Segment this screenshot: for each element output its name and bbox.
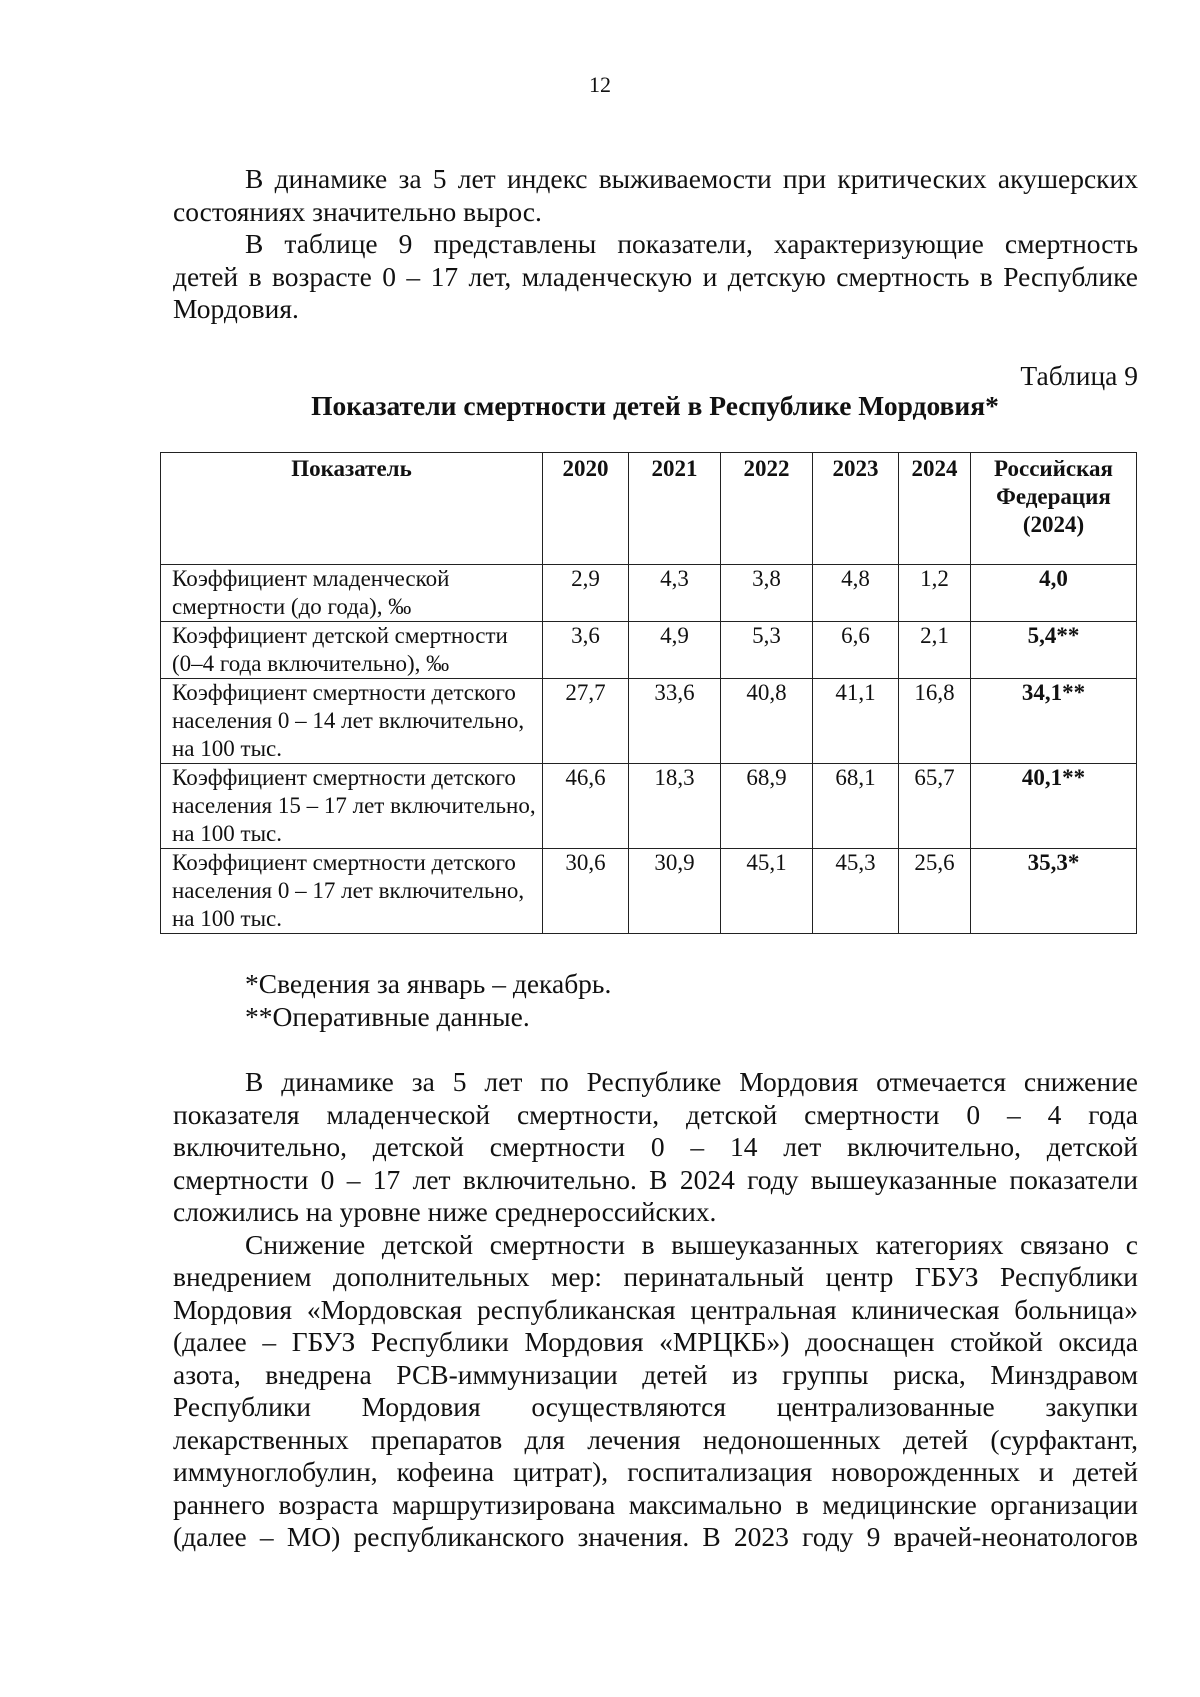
table-caption: Таблица 9 [1020, 360, 1138, 391]
table-row [161, 679, 1137, 764]
header-year: 2020 [543, 453, 629, 565]
table-title: Показатели смертности детей в Республике Мордовия* [311, 390, 999, 421]
cell-value: 4,8 [813, 565, 899, 622]
body-line: Мордовия «Мордовская республиканская центральная клиническая больница» [173, 1293, 1138, 1325]
cell-value: 30,6 [543, 849, 629, 934]
cell-value: 1,2 [899, 565, 971, 622]
cell-value: 41,1 [813, 679, 899, 764]
cell-rf-value: 34,1** [971, 679, 1137, 764]
cell-value: 33,6 [629, 679, 721, 764]
header-russian-federation: Российская Федерация (2024) [971, 453, 1137, 565]
body-line: смертности 0 – 17 лет включительно. В 2024 году вышеуказанные показатели [173, 1163, 1138, 1195]
header-year: 2024 [899, 453, 971, 565]
cell-value: 30,9 [629, 849, 721, 934]
table-row [161, 764, 1137, 849]
row-label: Коэффициент детской смертности (0–4 года включительно), ‰ [161, 622, 543, 679]
cell-value: 16,8 [899, 679, 971, 764]
table-row [161, 849, 1137, 934]
cell-value: 45,3 [813, 849, 899, 934]
cell-rf-value: 40,1** [971, 764, 1137, 849]
intro-line: Мордовия. [173, 293, 299, 324]
table-header-row [161, 453, 1137, 565]
cell-value: 18,3 [629, 764, 721, 849]
intro-line: В таблице 9 представлены показатели, характеризующие смертность [245, 228, 1138, 259]
cell-value: 2,9 [543, 565, 629, 622]
footnote: *Сведения за январь – декабрь. [245, 968, 612, 999]
cell-value: 46,6 [543, 764, 629, 849]
body-line: Республики Мордовия осуществляются централизованные закупки [173, 1391, 1138, 1422]
row-label: Коэффициент смертности детского населения 0 – 17 лет включительно, на 100 тыс. [161, 849, 543, 934]
body-line: показателя младенческой смертности, детской смертности 0 – 4 года [173, 1098, 1138, 1130]
header-year: 2023 [813, 453, 899, 565]
cell-rf-value: 5,4** [971, 622, 1137, 679]
cell-value: 68,9 [721, 764, 813, 849]
cell-value: 4,3 [629, 565, 721, 622]
cell-rf-value: 35,3* [971, 849, 1137, 934]
cell-value: 4,9 [629, 622, 721, 679]
page-number: 12 [589, 72, 611, 97]
intro-line: В динамике за 5 лет индекс выживаемости при критических акушерских [245, 163, 1138, 194]
table-notes [245, 967, 611, 1033]
mortality-table [160, 452, 1137, 934]
row-label: Коэффициент смертности детского населения 0 – 14 лет включительно, на 100 тыс. [161, 679, 543, 764]
row-label: Коэффициент младенческой смертности (до года), ‰ [161, 565, 543, 622]
body-line: (далее – МО) республиканского значения. В 2023 году 9 врачей-неонатологов [173, 1521, 1138, 1552]
row-label: Коэффициент смертности детского населения 15 – 17 лет включительно, на 100 тыс. [161, 764, 543, 849]
cell-value: 2,1 [899, 622, 971, 679]
cell-value: 3,8 [721, 565, 813, 622]
body-line: азота, внедрена РСВ-иммунизации детей из группы риска, Минздравом [173, 1358, 1138, 1390]
cell-value: 65,7 [899, 764, 971, 849]
cell-value: 68,1 [813, 764, 899, 849]
body-line: включительно, детской смертности 0 – 14 лет включительно, детской [173, 1131, 1138, 1162]
cell-value: 6,6 [813, 622, 899, 679]
body-line: (далее – ГБУЗ Республики Мордовия «МРЦКБ») дооснащен стойкой оксида [173, 1326, 1138, 1357]
header-year: 2022 [721, 453, 813, 565]
table-row [161, 565, 1137, 622]
body-line: сложились на уровне ниже среднероссийских. [173, 1196, 717, 1227]
body-line: внедрением дополнительных мер: перинатальный центр ГБУЗ Республики [173, 1261, 1138, 1292]
footnote: **Оперативные данные. [245, 1001, 530, 1032]
intro-paragraphs [173, 163, 1138, 326]
header-indicator: Показатель [161, 453, 543, 565]
cell-value: 5,3 [721, 622, 813, 679]
cell-value: 27,7 [543, 679, 629, 764]
body-line: иммуноглобулин, кофеина цитрат), госпитализация новорожденных и детей [173, 1456, 1138, 1487]
cell-value: 45,1 [721, 849, 813, 934]
cell-value: 40,8 [721, 679, 813, 764]
intro-line: состояниях значительно вырос. [173, 195, 542, 227]
body-line: В динамике за 5 лет по Республике Мордовия отмечается снижение [245, 1066, 1138, 1097]
body-paragraphs [173, 1066, 1138, 1554]
table-row [161, 622, 1137, 679]
header-year: 2021 [629, 453, 721, 565]
intro-line: детей в возрасте 0 – 17 лет, младенческую и детскую смертность в Республике [173, 260, 1138, 292]
cell-value: 3,6 [543, 622, 629, 679]
cell-value: 25,6 [899, 849, 971, 934]
cell-rf-value: 4,0 [971, 565, 1137, 622]
body-line: лекарственных препаратов для лечения недоношенных детей (сурфактант, [173, 1423, 1138, 1455]
body-line: раннего возраста маршрутизирована максимально в медицинские организации [173, 1488, 1138, 1520]
body-line: Снижение детской смертности в вышеуказанных категориях связано с [245, 1228, 1138, 1260]
